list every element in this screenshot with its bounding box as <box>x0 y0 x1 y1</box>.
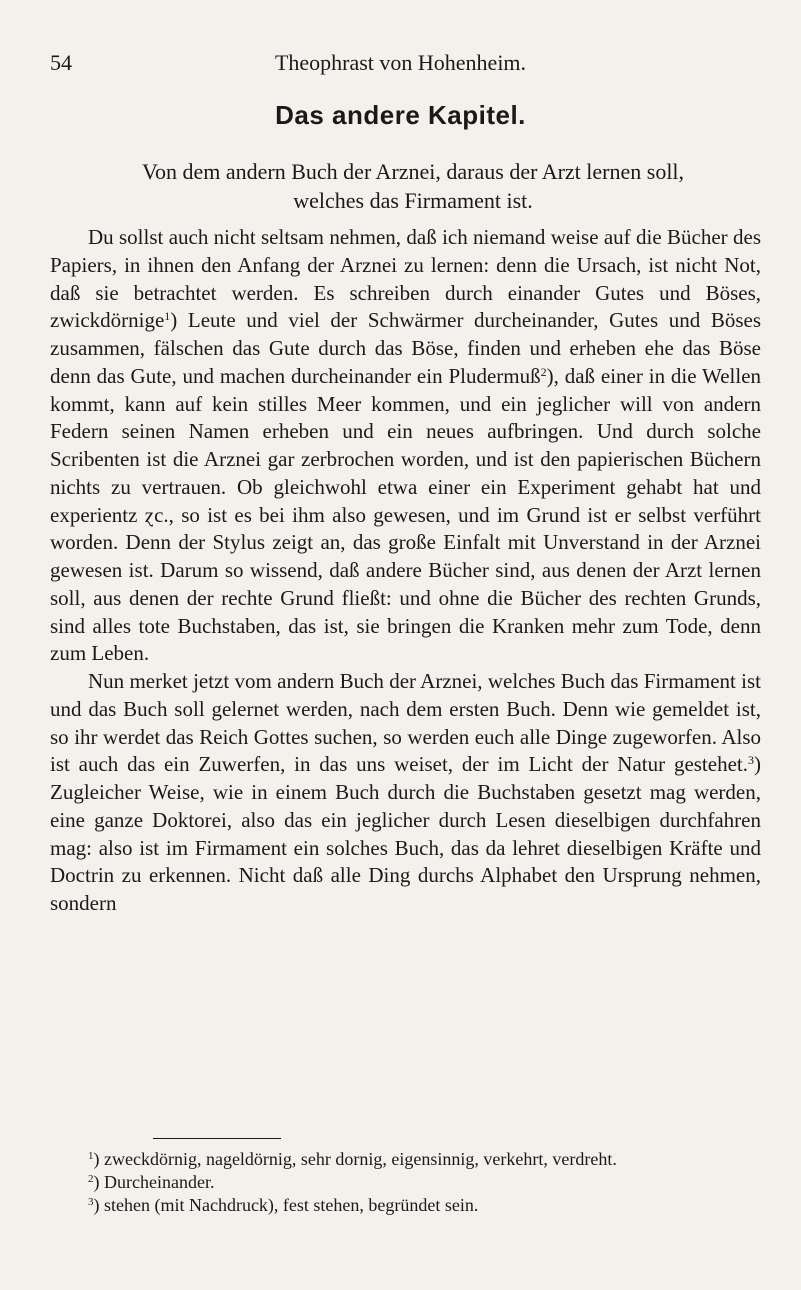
paragraph-text: ) Zugleicher Weise, wie in einem Buch durch die Buchstaben gesetzt mag werden, eine ganze Doktorei, also das ein jeglicher durch Lesen dieselbigen durchfahren mag: also ist im Firmament ein solches Buch, das da lehret dieselbigen Kräfte und Doctrin zu erkennen. Nicht daß alle Ding durchs Alphabet den Ursprung nehmen, sondern <box>50 752 761 915</box>
footnote-number: 3 <box>88 1196 94 1208</box>
paragraph-text: Nun merket jetzt vom andern Buch der Arznei, welches Buch das Firmament ist und das Buch soll gelernet werden, nach dem ersten Buch. Denn wie gemeldet ist, so ihr werdet das Reich Gottes suchen, so werden euch alle Dinge zugeworfen. Also ist auch das ein Zuwerfen, in das uns weiset, der im Licht der Natur gestehet. <box>50 669 761 777</box>
footnote-marker-2: 2 <box>540 364 547 379</box>
chapter-title: Das andere Kapitel. <box>275 100 526 130</box>
paragraph-2 <box>50 668 761 918</box>
page-number: 54 <box>50 50 72 75</box>
running-title: Theophrast von Hohenheim. <box>274 50 527 75</box>
footnote-2 <box>50 1171 761 1194</box>
paragraph-1 <box>50 224 761 668</box>
body-text <box>50 224 761 918</box>
footnotes <box>50 1148 761 1217</box>
footnote-text: ) stehen (mit Nachdruck), fest stehen, begründet sein. <box>93 1195 479 1215</box>
running-head <box>50 50 751 80</box>
footnote-1 <box>50 1148 761 1171</box>
footnote-text: ) zweckdörnig, nageldörnig, sehr dornig, eigensinnig, verkehrt, verdreht. <box>93 1149 617 1169</box>
footnote-text: ) Durcheinander. <box>93 1172 215 1192</box>
footnote-number: 2 <box>88 1173 94 1185</box>
footnote-number: 1 <box>88 1150 94 1162</box>
footnote-marker-1: 1 <box>164 309 171 324</box>
footnote-3 <box>50 1194 761 1217</box>
footnote-divider <box>153 1138 281 1139</box>
paragraph-text: ), daß einer in die Wellen kommt, kann auf kein stilles Meer kommen, und ein jeglicher will von andern Federn seinen Namen erheben und ein neues aufbringen. Und durch solche Scribenten ist die Arznei gar zerbrochen worden, und ist den papierischen Büchern nichts zu vertrauen. Ob gleichwohl etwa einer ein Experiment gehabt hat und experientz ɀc., so ist es bei ihm also gewesen, und im Grund ist er selbst verführt worden. Denn der Stylus zeigt an, das große Einfalt mit Unverstand in der Arznei gewesen ist. Darum so wissend, daß andere Bücher sind, aus denen der Arzt lernen soll, aus denen der rechte Grund fließt: und ohne die Bücher des rechten Grunds, sind alles tote Buchstaben, das ist, sie bringen die Kranken mehr zum Tode, denn zum Leben. <box>50 363 762 666</box>
paragraph-text: ) Leute und viel der Schwärmer durcheinander, Gutes und Böses zusammen, fälschen das Gute durch das Böse, finden und erheben ehe das Böse denn das Gute, und machen durcheinander ein Pludermuß <box>50 308 761 388</box>
chapter-subtitle: Von dem andern Buch der Arznei, daraus der Arzt lernen soll, welches das Firmament ist. <box>141 159 685 213</box>
footnote-marker-3: 3 <box>748 753 754 768</box>
paragraph-text: Du sollst auch nicht seltsam nehmen, daß ich niemand weise auf die Bücher des Papiers, in ihnen den Anfang der Arznei zu lernen: denn die Ursach, ist nicht Not, daß sie betrachtet werden. Es schreiben durch einander Gutes und Böses, zwickdörnige <box>50 225 761 333</box>
